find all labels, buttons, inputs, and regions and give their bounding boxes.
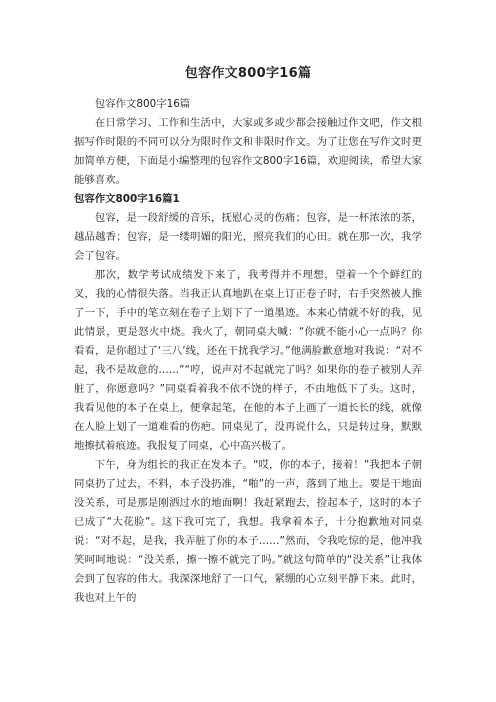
body-paragraph-3: 下午，身为组长的我正在发本子。“哎，你的本子，接着！”我把本子朝同桌扔了过去，不料，本子没扔准，“啪”的一声，落到了地上。要是干地面没关系，可是那是刚洒过水的地面啊！我赶紧跑去，捡起本子，这时的本子已成了“大花脸”。这下我可完了，我想。我拿着本子，十分抱歉地对同桌说：“对不起，是我，我弄脏了你的本子……”然而，令我吃惊的是，他冲我笑呵呵地说：“没关系，擦一擦不就完了吗。”就这句简单的“没关系”让我体会到了包容的伟大。我深深地舒了一口气，紧绷的心立刻平静下来。此时，我也对上午的 [74,459,422,604]
intro-paragraph: 在日常学习、工作和生活中，大家或多或少都会接触过作文吧，作文根据写作时限的不同可以分为限时作文和非限时作文。为了让您在写作文时更加简单方便，下面是小编整理的包容作文800字16篇，欢迎阅读，希望大家能够喜欢。 [74,117,422,186]
body-paragraph-1: 包容，是一段舒缓的音乐，抚慰心灵的伤痛；包容，是一杯浓浓的茶，越品越香；包容，是一缕明媚的阳光，照亮我们的心田。就在那一次，我学会了包容。 [74,212,422,262]
subtitle-line: 包容作文800字16篇 [94,98,191,110]
section-heading: 包容作文800字16篇1 [74,193,180,205]
page-title: 包容作文800字16篇 [184,66,312,81]
body-paragraph-2: 那次，数学考试成绩发下来了，我考得并不理想，望着一个个鲜红的叉，我的心情很失落。当我正认真地趴在桌上订正卷子时，右手突然被人推了一下，手中的笔立刻在卷子上划下了一道墨迹。本来心情就不好的我，见此情景，更是怒火中烧。我火了，朝同桌大喊：“你就不能小心一点吗？你看看，是你超过了‘三八’线，还在干扰我学习。”他满脸歉意地对我说：“对不起，我不是故意的……”“哼，说声对不起就完了吗？如果你的卷子被别人弄脏了，你愿意吗？”同桌看着我不依不饶的样子，不由地低下了头。这时，我看见他的本子在桌上，便拿起笔，在他的本子上画了一道长长的线，就像在人脸上划了一道难看的伤疤。同桌见了，没再说什么，只是转过身，默默地擦拭着痕迹。我报复了同桌，心中高兴极了。 [74,269,422,452]
